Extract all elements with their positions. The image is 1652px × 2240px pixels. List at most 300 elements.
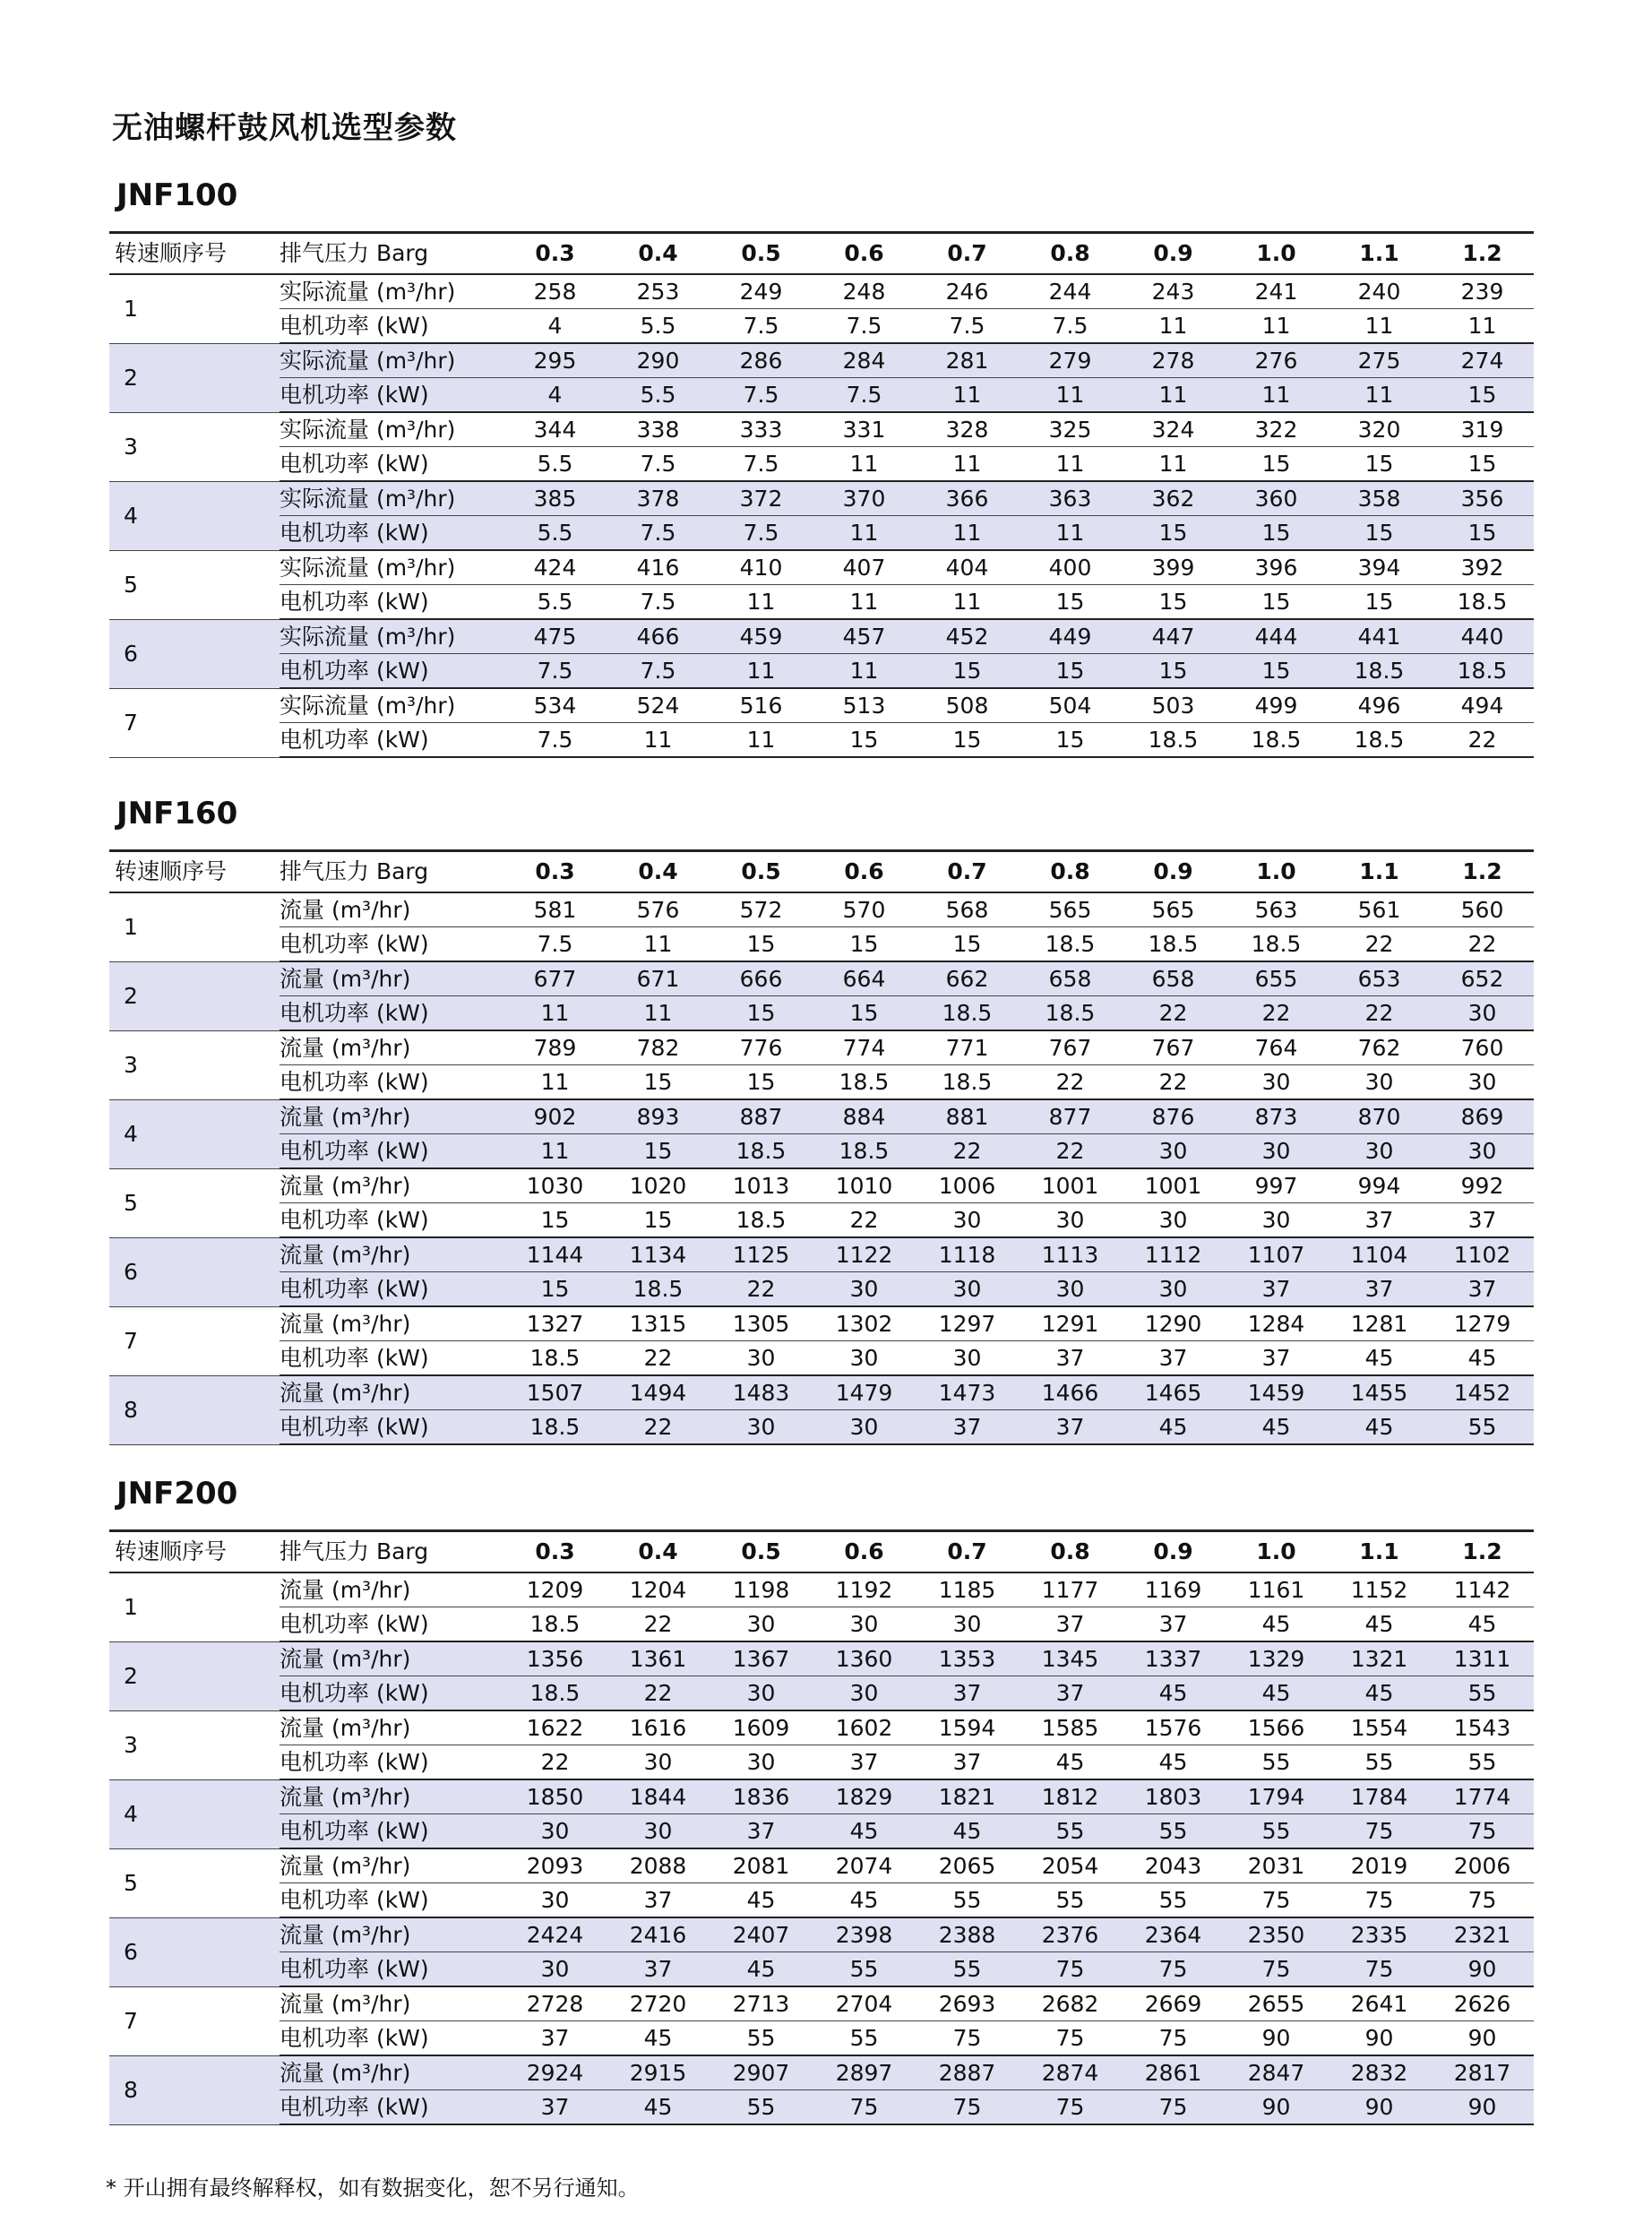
power-label: 电机功率 (kW) xyxy=(280,1341,503,1376)
flow-value: 1204 xyxy=(607,1572,710,1607)
power-value: 45 xyxy=(710,1883,813,1918)
power-value: 22 xyxy=(607,1676,710,1711)
power-value: 15 xyxy=(1328,447,1431,482)
pressure-header: 0.9 xyxy=(1122,233,1225,275)
flow-value: 662 xyxy=(916,961,1019,996)
flow-value: 658 xyxy=(1122,961,1225,996)
power-label: 电机功率 (kW) xyxy=(280,309,503,344)
speed-sequence-cell: 1 xyxy=(109,274,280,343)
flow-value: 1102 xyxy=(1431,1237,1534,1272)
power-label: 电机功率 (kW) xyxy=(280,1134,503,1169)
flow-value: 2054 xyxy=(1019,1848,1122,1883)
footnote: * 开山拥有最终解释权，如有数据变化，恕不另行通知。 xyxy=(106,2175,640,2201)
speed-sequence-cell: 5 xyxy=(109,1168,280,1237)
power-label: 电机功率 (kW) xyxy=(280,927,503,962)
pressure-header: 1.2 xyxy=(1431,233,1534,275)
power-value: 11 xyxy=(1019,447,1122,482)
speed-sequence-cell: 7 xyxy=(109,1986,280,2055)
speed-sequence-cell: 5 xyxy=(109,550,280,619)
flow-value: 2321 xyxy=(1431,1917,1534,1952)
power-value: 45 xyxy=(1225,1607,1328,1642)
flow-value: 241 xyxy=(1225,274,1328,309)
power-value: 45 xyxy=(607,2090,710,2125)
power-value: 11 xyxy=(1328,309,1431,344)
flow-value: 504 xyxy=(1019,688,1122,723)
power-value: 7.5 xyxy=(607,447,710,482)
flow-value: 1305 xyxy=(710,1306,813,1341)
pressure-header: 0.7 xyxy=(916,233,1019,275)
power-label: 电机功率 (kW) xyxy=(280,723,503,758)
flow-value: 1169 xyxy=(1122,1572,1225,1607)
flow-label: 流量 (m³/hr) xyxy=(280,961,503,996)
flow-label: 实际流量 (m³/hr) xyxy=(280,550,503,585)
power-value: 18.5 xyxy=(813,1134,916,1169)
power-value: 55 xyxy=(916,1883,1019,1918)
power-value: 45 xyxy=(1431,1607,1534,1642)
power-value: 11 xyxy=(813,585,916,620)
flow-value: 344 xyxy=(503,412,607,447)
power-value: 11 xyxy=(1431,309,1534,344)
flow-value: 2907 xyxy=(710,2055,813,2090)
power-value: 15 xyxy=(503,1272,607,1307)
flow-value: 1329 xyxy=(1225,1641,1328,1676)
flow-value: 1812 xyxy=(1019,1779,1122,1814)
power-value: 30 xyxy=(710,1341,813,1376)
power-value: 55 xyxy=(1225,1745,1328,1780)
power-value: 45 xyxy=(1122,1410,1225,1445)
flow-value: 449 xyxy=(1019,619,1122,654)
power-value: 37 xyxy=(503,2021,607,2056)
flow-value: 1360 xyxy=(813,1641,916,1676)
power-value: 30 xyxy=(1019,1203,1122,1238)
power-value: 30 xyxy=(607,1814,710,1849)
power-value: 45 xyxy=(1122,1745,1225,1780)
power-value: 7.5 xyxy=(710,378,813,413)
power-value: 55 xyxy=(1122,1883,1225,1918)
flow-value: 239 xyxy=(1431,274,1534,309)
power-value: 5.5 xyxy=(503,447,607,482)
power-value: 55 xyxy=(813,1952,916,1987)
power-value: 11 xyxy=(916,516,1019,551)
flow-value: 1297 xyxy=(916,1306,1019,1341)
power-row xyxy=(109,1065,1534,1100)
power-value: 30 xyxy=(503,1883,607,1918)
pressure-header: 0.5 xyxy=(710,233,813,275)
flow-value: 576 xyxy=(607,892,710,927)
power-row xyxy=(109,447,1534,482)
flow-value: 496 xyxy=(1328,688,1431,723)
flow-value: 407 xyxy=(813,550,916,585)
flow-value: 324 xyxy=(1122,412,1225,447)
flow-row xyxy=(109,1375,1534,1410)
flow-value: 881 xyxy=(916,1099,1019,1134)
power-value: 75 xyxy=(1328,1883,1431,1918)
flow-value: 410 xyxy=(710,550,813,585)
flow-value: 2093 xyxy=(503,1848,607,1883)
speed-sequence-cell: 4 xyxy=(109,1099,280,1168)
flow-value: 1006 xyxy=(916,1168,1019,1203)
flow-value: 1284 xyxy=(1225,1306,1328,1341)
speed-sequence-cell: 4 xyxy=(109,481,280,550)
power-row xyxy=(109,309,1534,344)
flow-row xyxy=(109,1986,1534,2021)
power-value: 15 xyxy=(916,723,1019,758)
flow-value: 873 xyxy=(1225,1099,1328,1134)
flow-value: 2832 xyxy=(1328,2055,1431,2090)
pressure-header: 0.9 xyxy=(1122,1531,1225,1573)
power-value: 7.5 xyxy=(1019,309,1122,344)
flow-value: 243 xyxy=(1122,274,1225,309)
flow-value: 1291 xyxy=(1019,1306,1122,1341)
power-row xyxy=(109,723,1534,758)
flow-value: 653 xyxy=(1328,961,1431,996)
discharge-pressure-header: 排气压力 Barg xyxy=(280,1531,503,1573)
flow-value: 378 xyxy=(607,481,710,516)
power-label: 电机功率 (kW) xyxy=(280,1676,503,1711)
power-value: 15 xyxy=(1019,723,1122,758)
power-value: 15 xyxy=(1225,654,1328,689)
power-value: 37 xyxy=(916,1676,1019,1711)
power-value: 55 xyxy=(710,2090,813,2125)
power-value: 30 xyxy=(1225,1134,1328,1169)
power-value: 37 xyxy=(607,1883,710,1918)
power-value: 7.5 xyxy=(607,516,710,551)
flow-value: 370 xyxy=(813,481,916,516)
flow-value: 2817 xyxy=(1431,2055,1534,2090)
flow-row xyxy=(109,1848,1534,1883)
power-value: 30 xyxy=(1122,1203,1225,1238)
flow-value: 295 xyxy=(503,343,607,378)
flow-value: 516 xyxy=(710,688,813,723)
flow-value: 992 xyxy=(1431,1168,1534,1203)
power-row xyxy=(109,1134,1534,1169)
power-row xyxy=(109,378,1534,413)
power-label: 电机功率 (kW) xyxy=(280,1814,503,1849)
power-value: 7.5 xyxy=(503,723,607,758)
power-value: 30 xyxy=(503,1952,607,1987)
power-label: 电机功率 (kW) xyxy=(280,2021,503,2056)
power-value: 45 xyxy=(916,1814,1019,1849)
power-value: 15 xyxy=(1225,516,1328,551)
power-value: 11 xyxy=(813,654,916,689)
flow-value: 876 xyxy=(1122,1099,1225,1134)
flow-value: 789 xyxy=(503,1030,607,1065)
flow-value: 1784 xyxy=(1328,1779,1431,1814)
flow-value: 767 xyxy=(1019,1030,1122,1065)
flow-value: 452 xyxy=(916,619,1019,654)
flow-value: 399 xyxy=(1122,550,1225,585)
flow-row xyxy=(109,412,1534,447)
flow-value: 764 xyxy=(1225,1030,1328,1065)
flow-value: 2416 xyxy=(607,1917,710,1952)
power-value: 55 xyxy=(916,1952,1019,1987)
power-value: 30 xyxy=(916,1272,1019,1307)
speed-sequence-cell: 5 xyxy=(109,1848,280,1917)
flow-value: 1585 xyxy=(1019,1710,1122,1745)
flow-value: 1013 xyxy=(710,1168,813,1203)
power-value: 30 xyxy=(916,1341,1019,1376)
speed-sequence-cell: 6 xyxy=(109,1237,280,1306)
flow-value: 1142 xyxy=(1431,1572,1534,1607)
pressure-header: 0.3 xyxy=(503,233,607,275)
spec-table-jnf200 xyxy=(109,1529,1534,2125)
power-row xyxy=(109,2090,1534,2125)
power-value: 30 xyxy=(1328,1134,1431,1169)
power-value: 22 xyxy=(1225,996,1328,1031)
power-label: 电机功率 (kW) xyxy=(280,1065,503,1100)
pressure-header: 0.4 xyxy=(607,233,710,275)
power-value: 22 xyxy=(503,1745,607,1780)
power-value: 30 xyxy=(813,1607,916,1642)
flow-label: 流量 (m³/hr) xyxy=(280,1641,503,1676)
header-row xyxy=(109,851,1534,893)
speed-sequence-cell: 2 xyxy=(109,343,280,412)
power-value: 37 xyxy=(1019,1676,1122,1711)
power-value: 75 xyxy=(1225,1952,1328,1987)
power-value: 37 xyxy=(1019,1410,1122,1445)
flow-value: 658 xyxy=(1019,961,1122,996)
flow-value: 870 xyxy=(1328,1099,1431,1134)
flow-value: 1192 xyxy=(813,1572,916,1607)
flow-value: 1465 xyxy=(1122,1375,1225,1410)
power-value: 22 xyxy=(1328,996,1431,1031)
flow-value: 2704 xyxy=(813,1986,916,2021)
power-value: 11 xyxy=(1225,378,1328,413)
power-value: 45 xyxy=(1225,1410,1328,1445)
power-row xyxy=(109,1814,1534,1849)
power-value: 22 xyxy=(1019,1134,1122,1169)
power-value: 7.5 xyxy=(607,585,710,620)
power-value: 11 xyxy=(503,996,607,1031)
flow-value: 1113 xyxy=(1019,1237,1122,1272)
flow-label: 流量 (m³/hr) xyxy=(280,1099,503,1134)
power-value: 55 xyxy=(1122,1814,1225,1849)
power-label: 电机功率 (kW) xyxy=(280,654,503,689)
power-value: 15 xyxy=(1122,516,1225,551)
page-title: 无油螺杆鼓风机选型参数 xyxy=(112,110,457,146)
power-value: 18.5 xyxy=(503,1607,607,1642)
flow-label: 流量 (m³/hr) xyxy=(280,1917,503,1952)
power-value: 37 xyxy=(916,1745,1019,1780)
power-value: 7.5 xyxy=(503,927,607,962)
flow-value: 1483 xyxy=(710,1375,813,1410)
flow-value: 869 xyxy=(1431,1099,1534,1134)
power-value: 7.5 xyxy=(607,654,710,689)
speed-sequence-cell: 4 xyxy=(109,1779,280,1848)
flow-value: 994 xyxy=(1328,1168,1431,1203)
flow-value: 581 xyxy=(503,892,607,927)
flow-value: 284 xyxy=(813,343,916,378)
flow-value: 1803 xyxy=(1122,1779,1225,1814)
flow-value: 1122 xyxy=(813,1237,916,1272)
flow-value: 322 xyxy=(1225,412,1328,447)
power-value: 45 xyxy=(1328,1410,1431,1445)
flow-label: 流量 (m³/hr) xyxy=(280,1375,503,1410)
flow-value: 1543 xyxy=(1431,1710,1534,1745)
pressure-header: 1.0 xyxy=(1225,233,1328,275)
power-value: 22 xyxy=(607,1410,710,1445)
flow-value: 1566 xyxy=(1225,1710,1328,1745)
power-value: 75 xyxy=(1328,1952,1431,1987)
power-value: 22 xyxy=(916,1134,1019,1169)
flow-value: 253 xyxy=(607,274,710,309)
power-value: 18.5 xyxy=(1122,927,1225,962)
flow-value: 666 xyxy=(710,961,813,996)
power-value: 45 xyxy=(1019,1745,1122,1780)
flow-label: 流量 (m³/hr) xyxy=(280,1030,503,1065)
power-value: 15 xyxy=(1122,585,1225,620)
flow-value: 1281 xyxy=(1328,1306,1431,1341)
power-value: 7.5 xyxy=(710,447,813,482)
flow-value: 240 xyxy=(1328,274,1431,309)
power-value: 37 xyxy=(1431,1203,1534,1238)
flow-value: 2424 xyxy=(503,1917,607,1952)
power-value: 30 xyxy=(916,1607,1019,1642)
speed-sequence-cell: 7 xyxy=(109,1306,280,1375)
power-value: 15 xyxy=(607,1134,710,1169)
power-value: 7.5 xyxy=(813,378,916,413)
power-value: 22 xyxy=(710,1272,813,1307)
pressure-header: 1.2 xyxy=(1431,1531,1534,1573)
power-value: 18.5 xyxy=(1431,654,1534,689)
flow-value: 459 xyxy=(710,619,813,654)
pressure-header: 1.0 xyxy=(1225,851,1328,893)
flow-value: 1594 xyxy=(916,1710,1019,1745)
flow-value: 2874 xyxy=(1019,2055,1122,2090)
power-value: 55 xyxy=(1328,1745,1431,1780)
power-value: 75 xyxy=(813,2090,916,2125)
flow-value: 319 xyxy=(1431,412,1534,447)
power-value: 45 xyxy=(1328,1341,1431,1376)
power-value: 30 xyxy=(1225,1203,1328,1238)
flow-value: 2074 xyxy=(813,1848,916,1883)
power-value: 37 xyxy=(1328,1203,1431,1238)
flow-value: 499 xyxy=(1225,688,1328,723)
flow-value: 1125 xyxy=(710,1237,813,1272)
power-value: 75 xyxy=(916,2090,1019,2125)
power-value: 30 xyxy=(710,1607,813,1642)
power-value: 22 xyxy=(1431,927,1534,962)
flow-value: 1507 xyxy=(503,1375,607,1410)
power-value: 30 xyxy=(1431,996,1534,1031)
flow-row xyxy=(109,1779,1534,1814)
flow-value: 1452 xyxy=(1431,1375,1534,1410)
power-value: 30 xyxy=(710,1410,813,1445)
flow-value: 279 xyxy=(1019,343,1122,378)
flow-label: 流量 (m³/hr) xyxy=(280,892,503,927)
flow-value: 457 xyxy=(813,619,916,654)
flow-value: 1774 xyxy=(1431,1779,1534,1814)
pressure-header: 0.6 xyxy=(813,851,916,893)
flow-label: 实际流量 (m³/hr) xyxy=(280,343,503,378)
flow-value: 1616 xyxy=(607,1710,710,1745)
flow-value: 358 xyxy=(1328,481,1431,516)
flow-value: 1118 xyxy=(916,1237,1019,1272)
flow-value: 565 xyxy=(1122,892,1225,927)
power-value: 37 xyxy=(1019,1607,1122,1642)
discharge-pressure-header: 排气压力 Barg xyxy=(280,851,503,893)
flow-value: 1459 xyxy=(1225,1375,1328,1410)
flow-row xyxy=(109,1917,1534,1952)
spec-table-jnf100 xyxy=(109,231,1534,758)
power-row xyxy=(109,1272,1534,1307)
power-row xyxy=(109,585,1534,620)
power-value: 75 xyxy=(1431,1814,1534,1849)
power-label: 电机功率 (kW) xyxy=(280,1952,503,1987)
flow-value: 1327 xyxy=(503,1306,607,1341)
flow-value: 893 xyxy=(607,1099,710,1134)
power-value: 15 xyxy=(710,927,813,962)
power-row xyxy=(109,996,1534,1031)
pressure-header: 0.8 xyxy=(1019,233,1122,275)
flow-value: 664 xyxy=(813,961,916,996)
power-value: 11 xyxy=(1328,378,1431,413)
power-value: 11 xyxy=(607,996,710,1031)
flow-value: 1001 xyxy=(1019,1168,1122,1203)
power-value: 90 xyxy=(1431,2090,1534,2125)
power-value: 37 xyxy=(1122,1341,1225,1376)
flow-row xyxy=(109,274,1534,309)
power-value: 15 xyxy=(710,996,813,1031)
power-value: 18.5 xyxy=(1328,723,1431,758)
flow-value: 362 xyxy=(1122,481,1225,516)
flow-value: 1020 xyxy=(607,1168,710,1203)
power-value: 11 xyxy=(607,723,710,758)
flow-label: 流量 (m³/hr) xyxy=(280,1986,503,2021)
power-value: 15 xyxy=(607,1203,710,1238)
power-value: 4 xyxy=(503,309,607,344)
power-value: 37 xyxy=(916,1410,1019,1445)
flow-label: 流量 (m³/hr) xyxy=(280,1779,503,1814)
power-row xyxy=(109,654,1534,689)
power-value: 30 xyxy=(1019,1272,1122,1307)
flow-value: 447 xyxy=(1122,619,1225,654)
power-label: 电机功率 (kW) xyxy=(280,447,503,482)
flow-value: 1455 xyxy=(1328,1375,1431,1410)
flow-value: 1209 xyxy=(503,1572,607,1607)
flow-value: 2847 xyxy=(1225,2055,1328,2090)
power-value: 30 xyxy=(1225,1065,1328,1100)
flow-value: 331 xyxy=(813,412,916,447)
flow-value: 2915 xyxy=(607,2055,710,2090)
flow-value: 1622 xyxy=(503,1710,607,1745)
power-value: 11 xyxy=(916,585,1019,620)
pressure-header: 0.7 xyxy=(916,1531,1019,1573)
flow-row xyxy=(109,1710,1534,1745)
power-value: 18.5 xyxy=(1328,654,1431,689)
power-value: 4 xyxy=(503,378,607,413)
power-value: 11 xyxy=(916,447,1019,482)
flow-row xyxy=(109,1641,1534,1676)
flow-value: 568 xyxy=(916,892,1019,927)
flow-value: 2626 xyxy=(1431,1986,1534,2021)
flow-value: 2693 xyxy=(916,1986,1019,2021)
power-value: 11 xyxy=(710,723,813,758)
flow-value: 2065 xyxy=(916,1848,1019,1883)
power-value: 15 xyxy=(813,723,916,758)
power-value: 15 xyxy=(1328,516,1431,551)
power-value: 30 xyxy=(813,1272,916,1307)
power-value: 37 xyxy=(710,1814,813,1849)
flow-value: 1104 xyxy=(1328,1237,1431,1272)
power-value: 75 xyxy=(1122,1952,1225,1987)
pressure-header: 0.8 xyxy=(1019,851,1122,893)
power-row xyxy=(109,1676,1534,1711)
power-value: 18.5 xyxy=(710,1203,813,1238)
power-value: 75 xyxy=(1019,1952,1122,1987)
power-label: 电机功率 (kW) xyxy=(280,2090,503,2125)
flow-value: 286 xyxy=(710,343,813,378)
